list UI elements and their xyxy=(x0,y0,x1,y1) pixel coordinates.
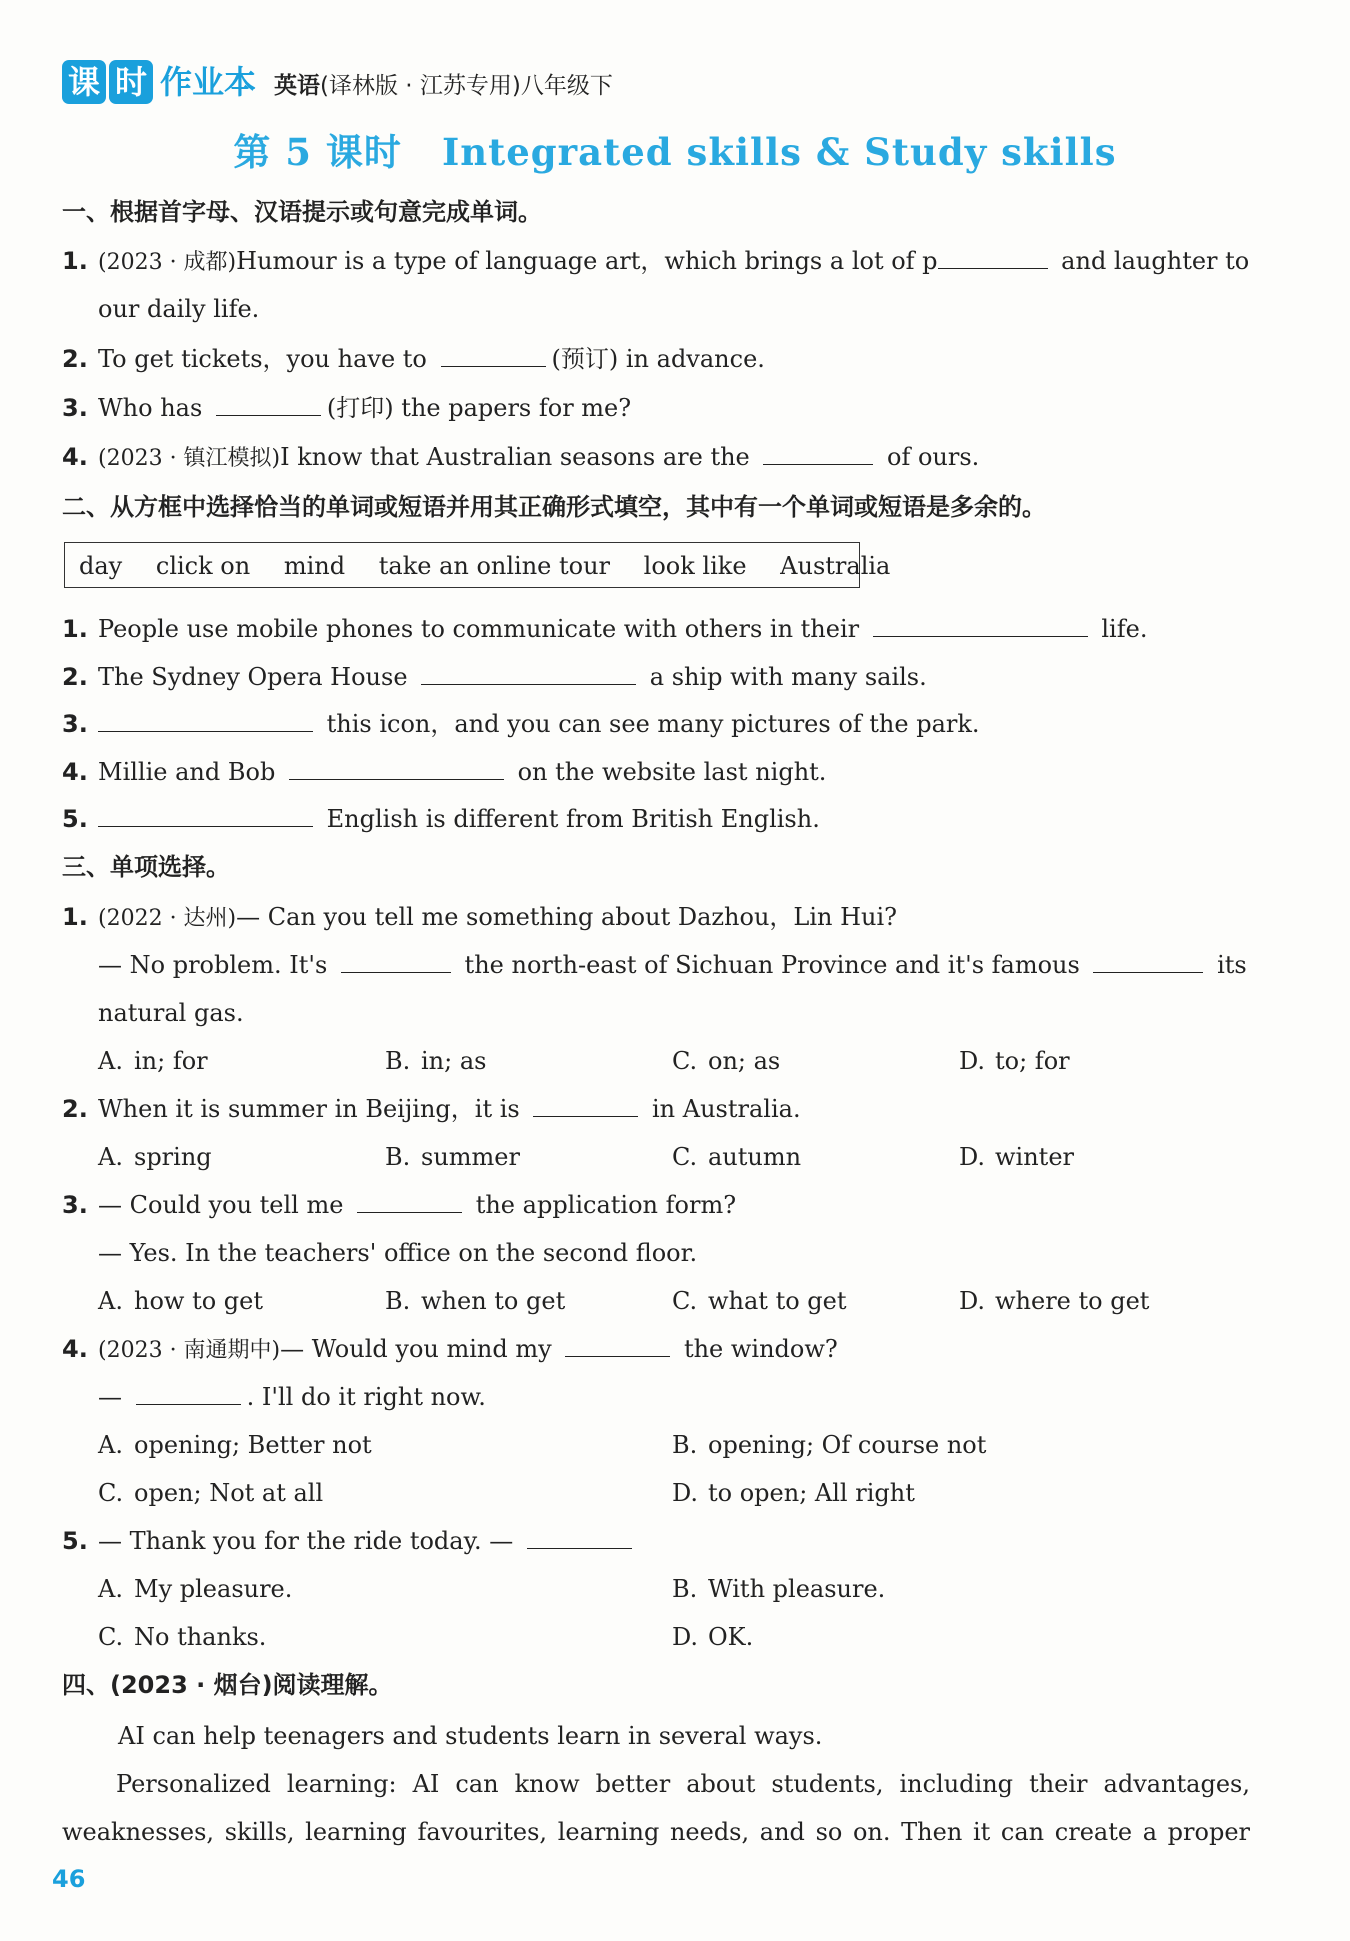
answer-blank[interactable] xyxy=(98,802,313,827)
s1-q2: 2. To get tickets，you have to (预订) in advance. xyxy=(62,342,765,376)
s1-q1-cont: our daily life. xyxy=(98,295,260,323)
brand-logo xyxy=(62,60,256,104)
option-d[interactable]: D. where to get xyxy=(959,1287,1150,1315)
reading-paragraph-1: AI can help teenagers and students learn in several ways. xyxy=(118,1722,823,1750)
edition: (译林版 · 江苏专用)八年级下 xyxy=(320,73,613,99)
answer-blank[interactable] xyxy=(1093,948,1203,973)
answer-blank[interactable] xyxy=(98,707,313,732)
s3-q4: 4. (2023 · 南通期中)— Would you mind my the window? xyxy=(62,1332,838,1368)
option-d[interactable]: D. to; for xyxy=(959,1047,1070,1075)
word-bank xyxy=(64,542,891,588)
option-b[interactable]: B. in; as xyxy=(385,1047,487,1075)
option-c[interactable]: C. No thanks. xyxy=(98,1623,267,1651)
answer-blank[interactable] xyxy=(873,612,1088,637)
word-bank-item: take an online tour xyxy=(378,552,611,580)
logo-char-2: 时 xyxy=(109,60,153,104)
section-4-heading: 四、(2023 · 烟台)阅读理解。 xyxy=(62,1671,393,1699)
option-b[interactable]: B. opening; Of course not xyxy=(672,1431,987,1459)
s2-q3: 3. this icon，and you can see many pictures of the park. xyxy=(62,707,980,741)
option-b[interactable]: B. With pleasure. xyxy=(672,1575,886,1603)
option-b[interactable]: B. summer xyxy=(385,1143,520,1171)
section-1-heading: 一、根据首字母、汉语提示或句意完成单词。 xyxy=(62,198,542,226)
page-header xyxy=(62,60,613,104)
s3-q4-response: — . I'll do it right now. xyxy=(98,1380,486,1414)
answer-blank[interactable] xyxy=(527,1524,632,1549)
s3-q3-response: — Yes. In the teachers' office on the second floor. xyxy=(98,1239,698,1267)
s1-q1: 1. (2023 · 成都)Humour is a type of language art，which brings a lot of p and laughter to xyxy=(62,244,1249,280)
s1-q3: 3. Who has (打印) the papers for me? xyxy=(62,391,631,425)
option-a[interactable]: A. in; for xyxy=(98,1047,208,1075)
logo-char-1: 课 xyxy=(62,60,106,104)
subject: 英语 xyxy=(274,73,321,99)
answer-blank[interactable] xyxy=(216,391,321,416)
s3-q5: 5. — Thank you for the ride today. — xyxy=(62,1524,638,1558)
answer-blank[interactable] xyxy=(565,1332,670,1357)
word-bank-item: day xyxy=(79,552,123,580)
logo-text: 作业本 xyxy=(160,63,257,101)
s2-q1: 1. People use mobile phones to communicate with others in their life. xyxy=(62,612,1147,646)
option-d[interactable]: D. winter xyxy=(959,1143,1074,1171)
s2-q4: 4. Millie and Bob on the website last night. xyxy=(62,755,826,789)
answer-blank[interactable] xyxy=(136,1380,241,1405)
s1-q4: 4. (2023 · 镇江模拟)I know that Australian seasons are the of ours. xyxy=(62,440,979,476)
lesson-name: Integrated skills & Study skills xyxy=(441,130,1117,174)
option-b[interactable]: B. when to get xyxy=(385,1287,566,1315)
s2-q2: 2. The Sydney Opera House a ship with many sails. xyxy=(62,660,927,694)
s3-q1-cont: natural gas. xyxy=(98,999,244,1027)
answer-blank[interactable] xyxy=(533,1092,638,1117)
lesson-label: 第 5 课时 xyxy=(233,130,402,174)
answer-blank[interactable] xyxy=(341,948,451,973)
s3-q3: 3. — Could you tell me the application form? xyxy=(62,1188,736,1222)
book-info xyxy=(274,68,613,104)
answer-blank[interactable] xyxy=(289,755,504,780)
option-d[interactable]: D. to open; All right xyxy=(672,1479,915,1507)
option-d[interactable]: D. OK. xyxy=(672,1623,754,1651)
answer-blank[interactable] xyxy=(421,660,636,685)
s2-q5: 5. English is different from British English. xyxy=(62,802,820,836)
option-c[interactable]: C. on; as xyxy=(672,1047,781,1075)
word-bank-item: Australia xyxy=(780,552,891,580)
option-c[interactable]: C. what to get xyxy=(672,1287,847,1315)
answer-blank[interactable] xyxy=(441,342,546,367)
s3-q1-answer-line: — No problem. It's the north-east of Sichuan Province and it's famous its xyxy=(98,948,1247,982)
word-bank-item: click on xyxy=(155,552,251,580)
section-2-heading: 二、从方框中选择恰当的单词或短语并用其正确形式填空，其中有一个单词或短语是多余的。 xyxy=(62,493,1046,521)
answer-blank[interactable] xyxy=(938,244,1048,269)
s3-q2: 2. When it is summer in Beijing，it is in Australia. xyxy=(62,1092,801,1126)
word-bank-item: look like xyxy=(643,552,747,580)
reading-paragraph-2: Personalized learning: AI can know better about students, including their advantages, weaknesses, skills, learning favourites, learning needs, and so on. Then it can create a proper xyxy=(62,1770,1250,1846)
option-c[interactable]: C. open; Not at all xyxy=(98,1479,324,1507)
lesson-title xyxy=(0,122,1350,176)
option-a[interactable]: A. opening; Better not xyxy=(98,1431,372,1459)
option-a[interactable]: A. how to get xyxy=(98,1287,264,1315)
answer-blank[interactable] xyxy=(357,1188,462,1213)
option-a[interactable]: A. spring xyxy=(98,1143,212,1171)
s3-q1: 1. (2022 · 达州)— Can you tell me something about Dazhou，Lin Hui? xyxy=(62,903,898,931)
word-bank-item: mind xyxy=(283,552,346,580)
section-3-heading: 三、单项选择。 xyxy=(62,853,230,881)
option-c[interactable]: C. autumn xyxy=(672,1143,802,1171)
option-a[interactable]: A. My pleasure. xyxy=(98,1575,293,1603)
answer-blank[interactable] xyxy=(763,440,873,465)
page-number: 46 xyxy=(52,1865,86,1893)
